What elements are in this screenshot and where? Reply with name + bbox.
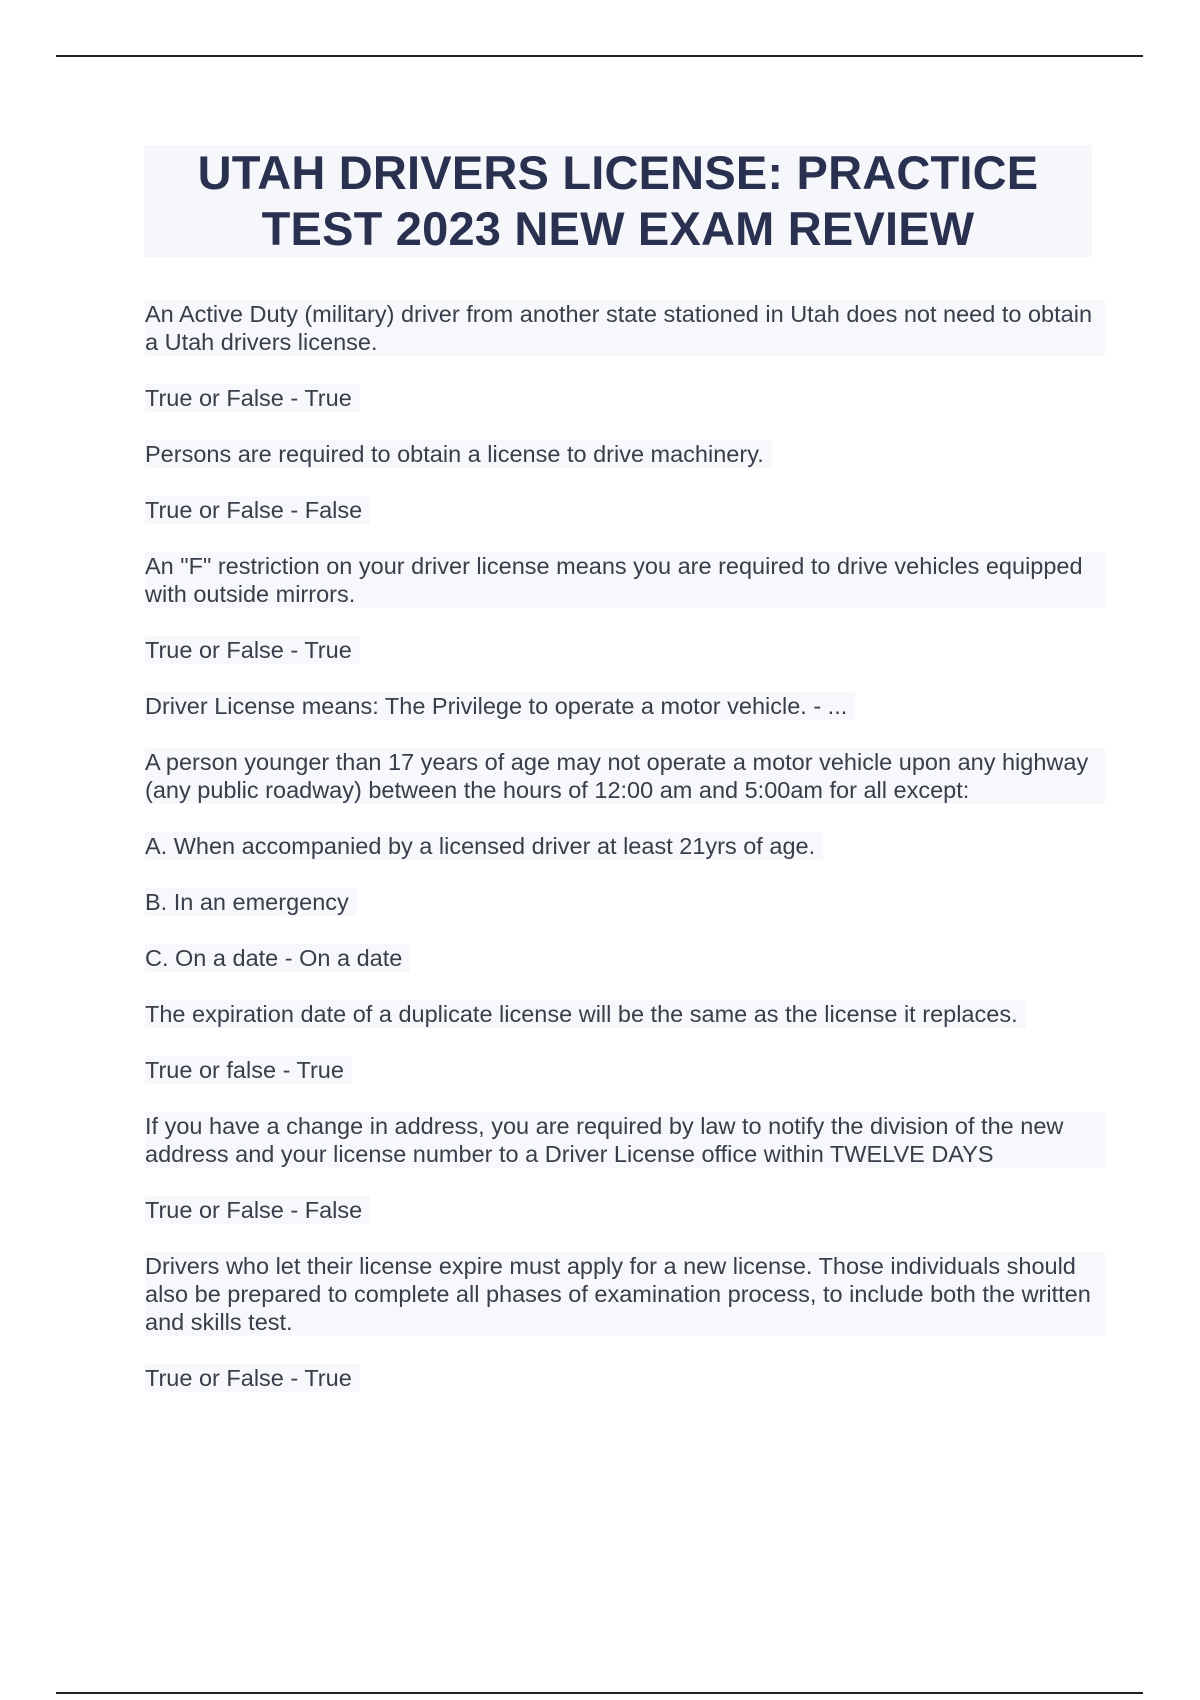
paragraph-block <box>145 748 1105 804</box>
answer-text: True or False - True <box>145 636 360 664</box>
paragraph-block <box>145 944 1105 972</box>
question-text: Persons are required to obtain a license to drive machinery. <box>145 440 772 468</box>
paragraph-block <box>145 1252 1105 1336</box>
paragraph-block <box>145 384 1105 412</box>
option-text: C. On a date - On a date <box>145 944 410 972</box>
paragraph-block <box>145 692 1105 720</box>
answer-text: True or False - True <box>145 1364 360 1392</box>
paragraph-block <box>145 636 1105 664</box>
question-text: An Active Duty (military) driver from another state stationed in Utah does not need to obtain a Utah drivers license. <box>145 300 1105 356</box>
question-text: The expiration date of a duplicate license will be the same as the license it replaces. <box>145 1000 1026 1028</box>
paragraph-block <box>145 888 1105 916</box>
answer-text: True or False - True <box>145 384 360 412</box>
paragraph-block <box>145 300 1105 356</box>
paragraph-block <box>145 1364 1105 1392</box>
document-title: UTAH DRIVERS LICENSE: PRACTICE TEST 2023 NEW EXAM REVIEW <box>197 146 1039 255</box>
title-block <box>144 145 1092 257</box>
paragraph-block <box>145 1112 1105 1168</box>
question-text: If you have a change in address, you are required by law to notify the division of the new address and your license number to a Driver License office within TWELVE DAYS <box>145 1112 1105 1168</box>
option-text: A. When accompanied by a licensed driver at least 21yrs of age. <box>145 832 823 860</box>
paragraph-block <box>145 1056 1105 1084</box>
question-text: Drivers who let their license expire must apply for a new license. Those individuals should also be prepared to complete all phases of examination process, to include both the written and skills test. <box>145 1252 1105 1336</box>
option-text: B. In an emergency <box>145 888 357 916</box>
question-text: An "F" restriction on your driver license means you are required to drive vehicles equipped with outside mirrors. <box>145 552 1105 608</box>
question-text: A person younger than 17 years of age may not operate a motor vehicle upon any highway (any public roadway) between the hours of 12:00 am and 5:00am for all except: <box>145 748 1105 804</box>
top-rule <box>56 55 1143 57</box>
bottom-rule <box>56 1692 1143 1694</box>
paragraph-block <box>145 552 1105 608</box>
paragraph-block <box>145 1000 1105 1028</box>
answer-text: True or False - False <box>145 1196 370 1224</box>
document-body <box>145 300 1105 1420</box>
question-text: Driver License means: The Privilege to operate a motor vehicle. - ... <box>145 692 855 720</box>
paragraph-block <box>145 832 1105 860</box>
answer-text: True or false - True <box>145 1056 352 1084</box>
paragraph-block <box>145 440 1105 468</box>
paragraph-block <box>145 1196 1105 1224</box>
paragraph-block <box>145 496 1105 524</box>
answer-text: True or False - False <box>145 496 370 524</box>
